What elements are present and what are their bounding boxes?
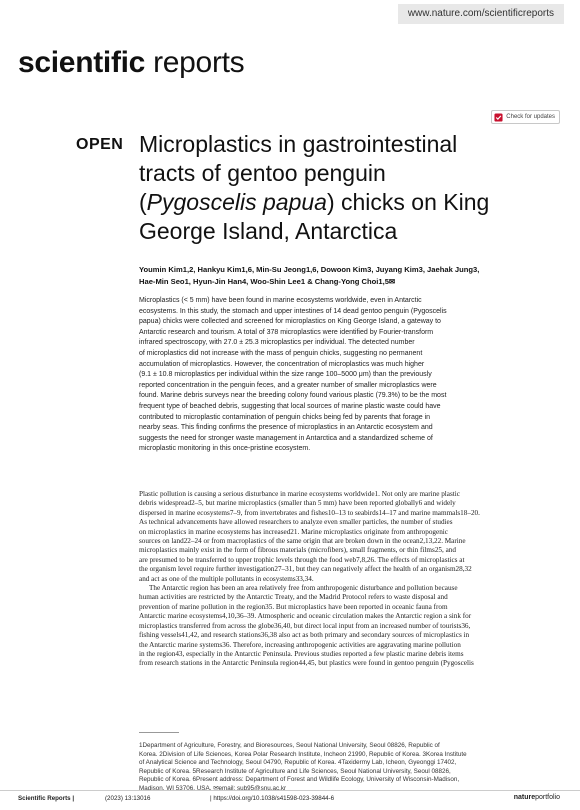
abstract-line: Microplastics (< 5 mm) have been found in marine ecosystems worldwide, even in Antarctic bbox=[139, 297, 422, 304]
body-line: As technical advancements have allowed researchers to analyze even smaller particles, the number of studies bbox=[139, 518, 453, 527]
abstract-line: infrared spectroscopy, with 27.0 ± 25.3 microplastics per individual. The detected number bbox=[139, 339, 415, 347]
author-line[interactable]: Hae-Min Seo1, Hyun-Jin Han4, Woo-Shin Lee1 & Chang-Yong Choi1,5✉ bbox=[139, 277, 396, 286]
abstract-line: suggests the need for stronger waste management in Antarctica and a standardized scheme of bbox=[139, 434, 433, 442]
body-line: fishing vessels41,42, and research stations36,38 also act as both primary and secondary sources of microplastics in bbox=[139, 631, 470, 640]
body-line: and act as one of the multiple pollutants in ecosystems33,34. bbox=[139, 574, 314, 583]
body-line: on microplastics in marine ecosystems has increased21. Marine microplastics originate from anthropogenic bbox=[139, 527, 448, 536]
affiliation-line: Republic of Korea. 5Research Institute of Agriculture and Life Sciences, Seoul National University, Seoul 08826, bbox=[139, 767, 451, 775]
affiliation-line: Korea. 2Division of Life Sciences, Korea Polar Research Institute, Incheon 21990, Republic of Korea. 3Korea Institute bbox=[139, 750, 467, 758]
author-list bbox=[139, 264, 559, 288]
affiliation-line[interactable]: Madison, WI 53706, USA. ✉email: sub95@snu.ac.kr bbox=[139, 784, 287, 792]
footer-doi-link[interactable]: | https://doi.org/10.1038/s41598-023-39844-6 bbox=[210, 795, 335, 802]
affiliation-line: 1Department of Agriculture, Forestry, and Bioresources, Seoul National University, Seoul 08826, Republic of bbox=[139, 742, 440, 749]
abstract-line: (9.1 ± 10.8 microplastics per individual within the size range 100–5000 μm) than the previously bbox=[139, 371, 432, 379]
abstract bbox=[139, 296, 557, 455]
abstract-line: microplastic monitoring in this once-pristine ecosystem. bbox=[139, 445, 311, 453]
body-line: from research stations in the Antarctic Peninsula region44,45, but plastics were found in gentoo penguin (Pygoscelis bbox=[139, 659, 474, 668]
top-bar bbox=[0, 0, 580, 26]
footer-journal: Scientific Reports | bbox=[18, 795, 75, 802]
article-title bbox=[139, 130, 559, 246]
journal-name-light: reports bbox=[145, 46, 245, 79]
journal-url-link[interactable]: www.nature.com/scientificreports bbox=[398, 4, 564, 24]
open-access-label: OPEN bbox=[76, 136, 124, 153]
body-line: sources on land22–24 or from macroplastics of the same origin that are broken down in the ocean2,13,22. Marine bbox=[139, 537, 466, 546]
abstract-line: found. Marine debris surveys near the breeding colony found various plastic (79.3%) to be the most bbox=[139, 392, 447, 400]
body-line: Antarctic marine ecosystems4,10,36–39. Atmospheric and oceanic circulation makes the Antarctic region a sink for bbox=[139, 612, 472, 621]
body-line: microplastics mainly exist in the form of fibrous materials (microfibers), small fragments, or thin films25, and bbox=[139, 546, 456, 555]
body-line: debris widespread2–5, but marine microplastics (smaller than 5 mm) have been reported globally6 and widely bbox=[139, 499, 456, 508]
body-line: microplastics transferred from across the globe36,40, but direct local input from an increased number of tourists36, bbox=[139, 621, 471, 630]
affiliations bbox=[139, 742, 559, 794]
check-updates-icon bbox=[494, 113, 503, 122]
abstract-line: reported concentration in the penguin feces, and a greater number of smaller microplastics were bbox=[139, 381, 437, 389]
body-line: Plastic pollution is causing a serious disturbance in marine ecosystems worldwide1. Not only are marine plastic bbox=[139, 490, 460, 498]
body-line: the Antarctic marine systems36. Therefore, increasing anthropogenic activities are aggravating marine pollution bbox=[139, 640, 461, 649]
footer-volume: (2023) 13:13016 bbox=[105, 795, 151, 802]
author-line[interactable]: Youmin Kim1,2, Hankyu Kim1,6, Min-Su Jeong1,6, Dowoon Kim3, Juyang Kim3, Jaehak Jung3, bbox=[139, 265, 480, 274]
journal-logo[interactable] bbox=[18, 46, 244, 80]
abstract-line: contributed to microplastic contamination of penguin chicks being fed by parents that forage in bbox=[139, 413, 431, 421]
publisher-logo[interactable] bbox=[514, 794, 560, 801]
abstract-line: papua) chicks were collected and screened for microplastics on King George Island, a gateway to bbox=[139, 318, 441, 326]
body-line: are presumed to be transferred to upper trophic levels through the food web7,8,26. The effects of microplastics at bbox=[139, 555, 465, 564]
title-line bbox=[139, 188, 559, 217]
title-line: Microplastics in gastrointestinal bbox=[139, 131, 458, 157]
check-for-updates-button[interactable] bbox=[491, 110, 560, 124]
species-name: Pygoscelis papua bbox=[146, 189, 327, 215]
abstract-line: frequent type of beached debris, suggesting that local sources of marine plastic waste could have bbox=[139, 402, 441, 410]
publisher-light: portfolio bbox=[535, 794, 560, 801]
body-line: dispersed in marine ecosystems7–9, from invertebrates and fishes10–13 to seabirds14–17 and marine mammals18–20. bbox=[139, 508, 480, 517]
abstract-line: Antarctic research and tourism. A total of 378 microplastics were identified by Fourier-transform bbox=[139, 328, 434, 336]
title-line: tracts of gentoo penguin bbox=[139, 160, 386, 186]
page-footer bbox=[0, 790, 580, 804]
body-text bbox=[139, 490, 559, 669]
title-line: George Island, Antarctica bbox=[139, 218, 398, 244]
body-line: prevention of marine pollution in the region35. But microplastics have been reported in oceanic fauna from bbox=[139, 602, 448, 611]
publisher-bold: nature bbox=[513, 794, 536, 801]
affiliation-line: of Analytical Science and Technology, Seoul 04790, Republic of Korea. 4Taxidermy Lab, Icheon, Gyeonggi 17402, bbox=[139, 759, 457, 767]
title-line-rest: ) chicks on King bbox=[326, 189, 490, 215]
body-line: The Antarctic region has been an area relatively free from anthropogenic disturbance and pollution because bbox=[149, 584, 458, 593]
body-line: the organism level require further investigation27–31, but they can negatively affect the health of an organism28,32 bbox=[139, 565, 472, 574]
affiliation-line: Republic of Korea. 6Present address: Department of Forest and Wildlife Ecology, University of Wisconsin-Madison, bbox=[139, 776, 460, 784]
abstract-line: of microplastics did not increase with the mass of penguin chicks, suggesting no permanent bbox=[139, 349, 423, 357]
journal-name-bold: scientific bbox=[18, 46, 146, 79]
body-line: in the region43, especially in the Antarctic Peninsula. Previous studies reported a few plastic marine debris items bbox=[139, 649, 464, 658]
abstract-line: nearby seas. This finding confirms the presence of microplastics in an Antarctic ecosystem and bbox=[139, 424, 433, 432]
abstract-line: accumulation of microplastics. However, the concentration of microplastics was much higher bbox=[139, 360, 425, 368]
abstract-line: ecosystems. In this study, the stomach and upper intestines of 14 dead gentoo penguin (Pygoscelis bbox=[139, 307, 447, 315]
affiliation-divider bbox=[139, 732, 179, 733]
check-updates-label: Check for updates bbox=[506, 114, 555, 120]
title-paren-open: ( bbox=[139, 189, 147, 215]
body-line: human activities are restricted by the Antarctic Treaty, and the Madrid Protocol refers to waste disposal and bbox=[139, 593, 448, 602]
